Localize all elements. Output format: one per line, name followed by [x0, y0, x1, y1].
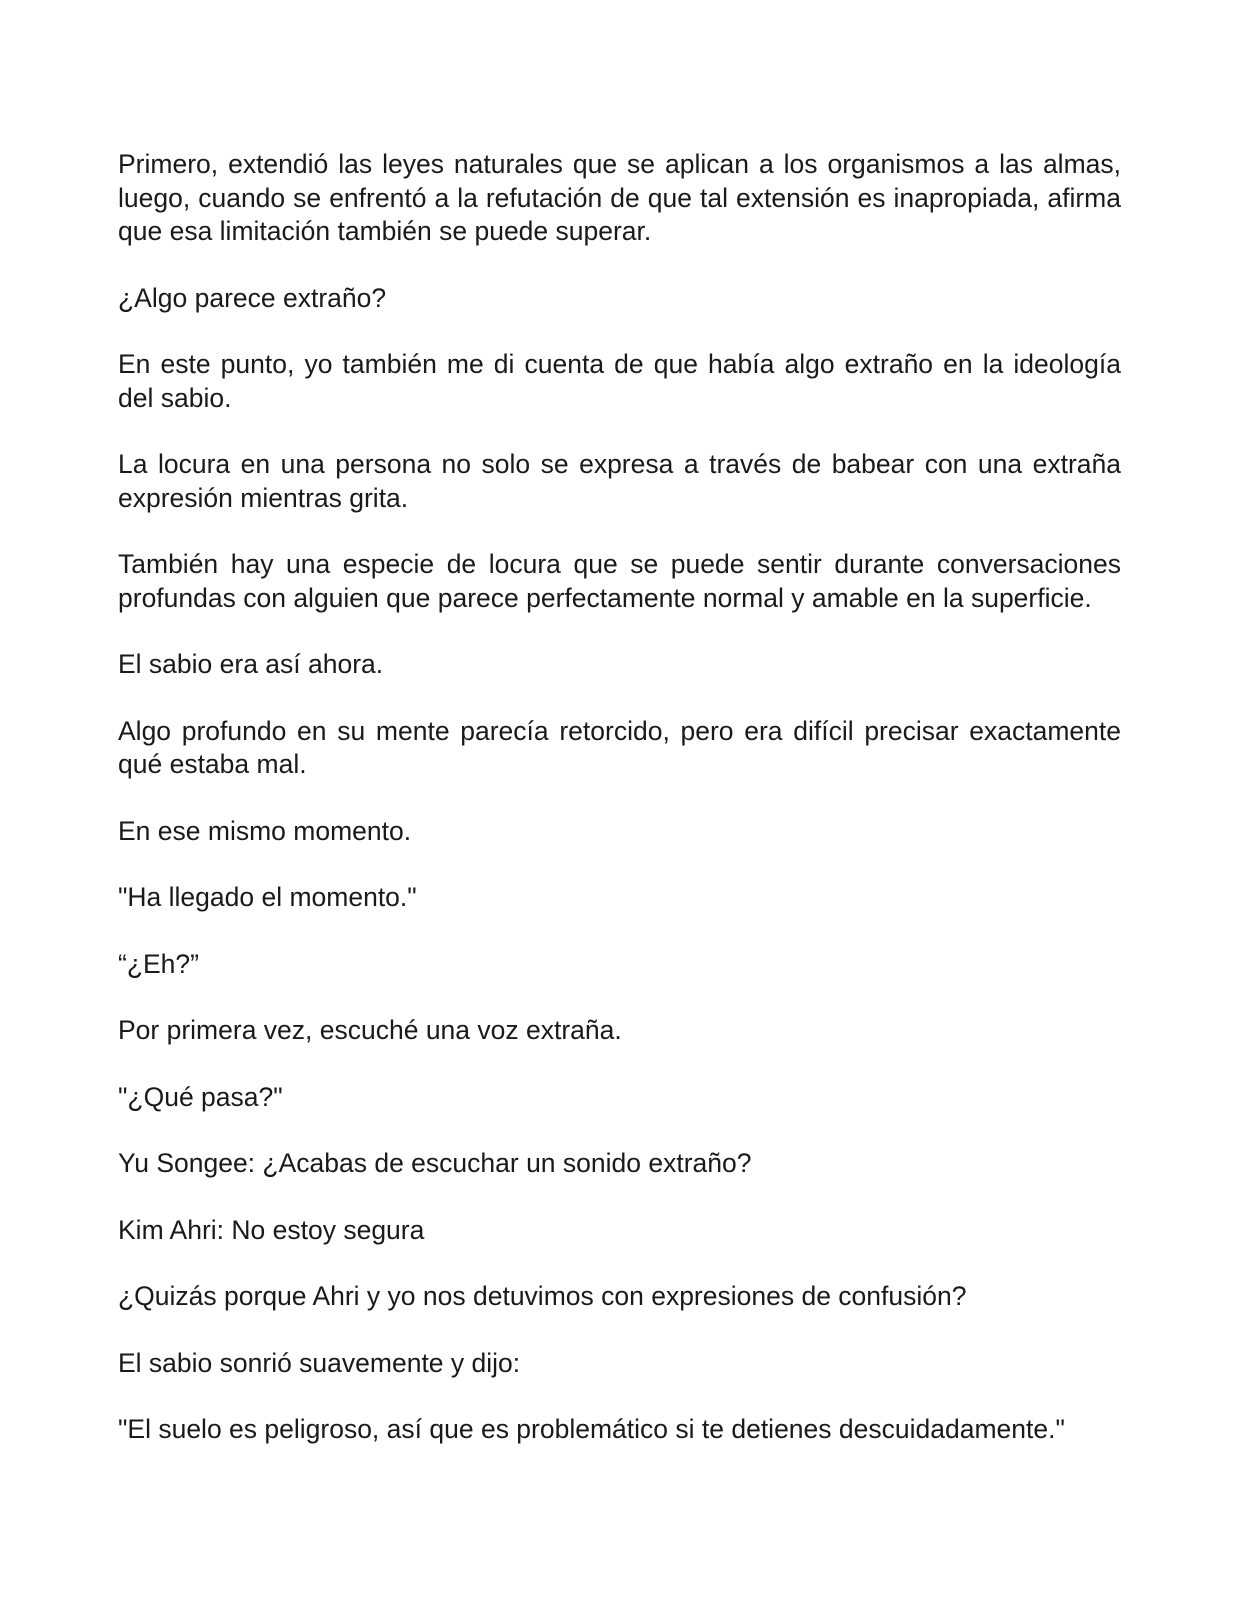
- paragraph: ¿Quizás porque Ahri y yo nos detuvimos con expresiones de confusión?: [118, 1281, 967, 1311]
- paragraph: El sabio sonrió suavemente y dijo:: [118, 1347, 521, 1378]
- paragraph: "¿Qué pasa?": [118, 1081, 283, 1112]
- paragraph: "El suelo es peligroso, así que es problemático si te detienes descuidadamente.": [118, 1414, 1065, 1444]
- paragraph: Primero, extendió las leyes naturales que se aplican a los organismos a las almas, luego, cuando se enfrentó a la refutación de que tal extensión es inapropiada, afirma que esa limitación también se puede superar.: [118, 149, 1121, 246]
- paragraph: Algo profundo en su mente parecía retorcido, pero era difícil precisar exactamente qué estaba mal.: [118, 715, 1121, 779]
- paragraph: Por primera vez, escuché una voz extraña.: [118, 1015, 622, 1045]
- paragraph: ¿Algo parece extraño?: [118, 282, 387, 313]
- paragraph: “¿Eh?”: [118, 948, 199, 979]
- paragraph: Yu Songee: ¿Acabas de escuchar un sonido extraño?: [118, 1148, 752, 1178]
- paragraph: Kim Ahri: No estoy segura: [118, 1214, 425, 1245]
- paragraph: El sabio era así ahora.: [118, 649, 384, 679]
- paragraph: En este punto, yo también me di cuenta de que había algo extraño en la ideología del sabio.: [118, 349, 1121, 413]
- paragraph: También hay una especie de locura que se puede sentir durante conversaciones profundas con alguien que parece perfectamente normal y amable en la superficie.: [118, 549, 1121, 613]
- paragraph: La locura en una persona no solo se expresa a través de babear con una extraña expresión mientras grita.: [118, 449, 1121, 513]
- paragraph: "Ha llegado el momento.": [118, 882, 417, 912]
- paragraph: En ese mismo momento.: [118, 815, 412, 846]
- document-body: [118, 148, 1121, 1480]
